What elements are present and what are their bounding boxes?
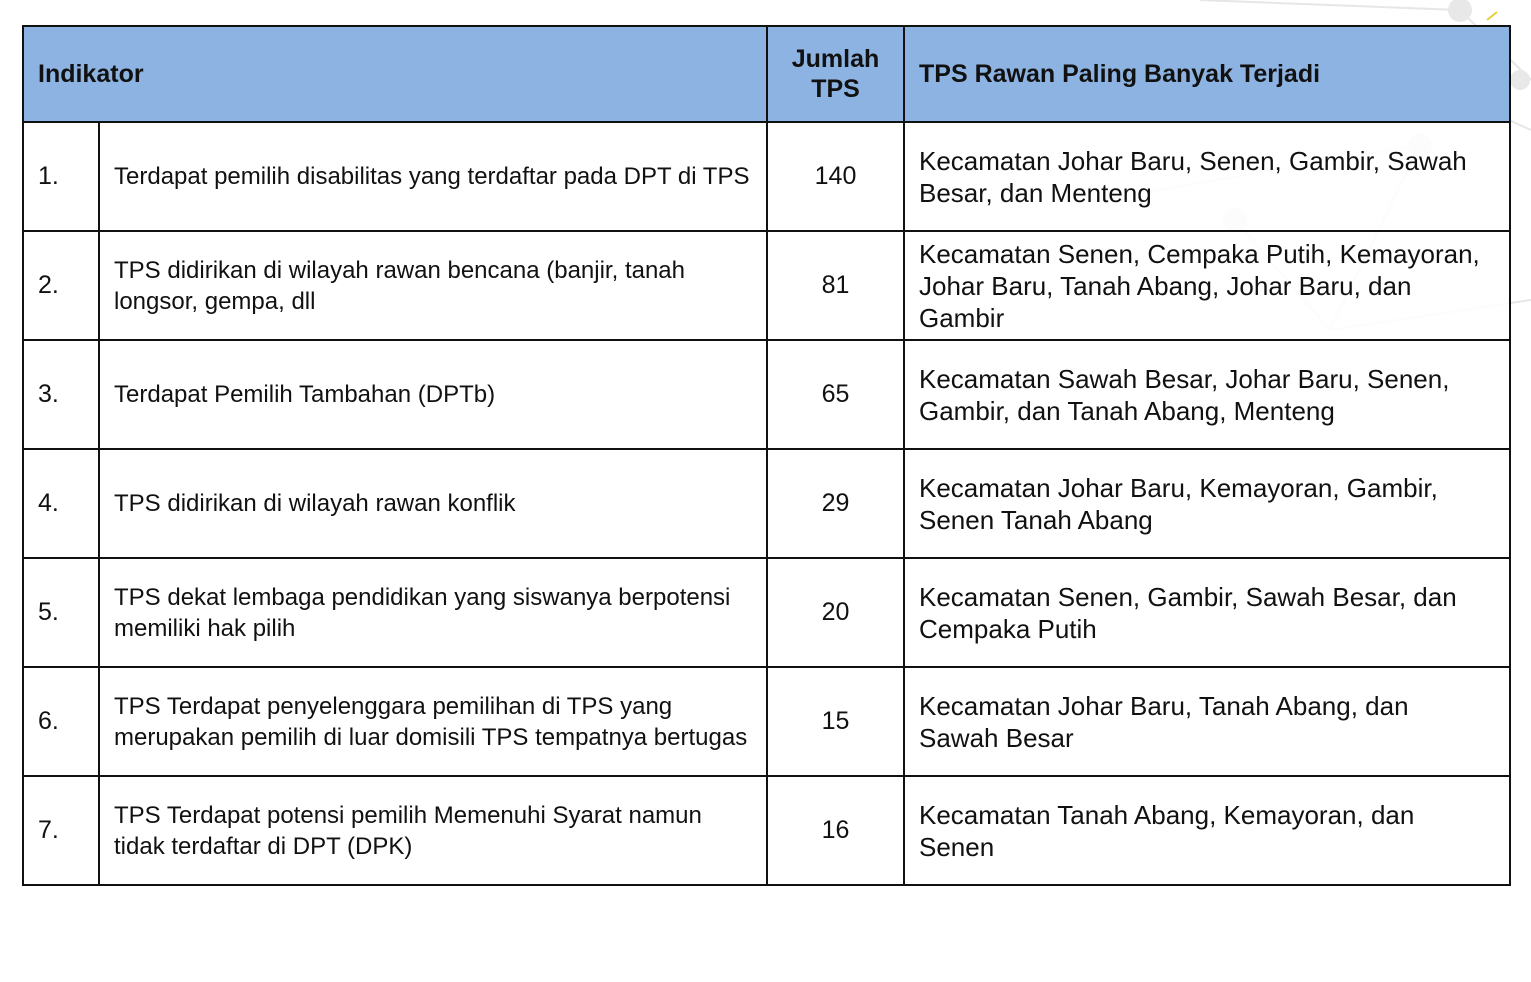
- jumlah-cell: 140: [767, 122, 904, 231]
- lokasi-cell: Kecamatan Johar Baru, Senen, Gambir, Sawah Besar, dan Menteng: [904, 122, 1510, 231]
- row-number: 2.: [23, 231, 99, 340]
- header-indikator: Indikator: [23, 26, 767, 122]
- lokasi-cell: Kecamatan Senen, Gambir, Sawah Besar, dan Cempaka Putih: [904, 558, 1510, 667]
- header-tps-rawan: TPS Rawan Paling Banyak Terjadi: [904, 26, 1510, 122]
- table-row: [23, 340, 1510, 449]
- lokasi-cell: Kecamatan Sawah Besar, Johar Baru, Senen, Gambir, dan Tanah Abang, Menteng: [904, 340, 1510, 449]
- indikator-cell: TPS didirikan di wilayah rawan bencana (banjir, tanah longsor, gempa, dll: [99, 231, 767, 340]
- indikator-cell: Terdapat Pemilih Tambahan (DPTb): [99, 340, 767, 449]
- jumlah-cell: 15: [767, 667, 904, 776]
- row-number: 3.: [23, 340, 99, 449]
- table-row: [23, 667, 1510, 776]
- row-number: 7.: [23, 776, 99, 885]
- jumlah-cell: 16: [767, 776, 904, 885]
- table-row: [23, 776, 1510, 885]
- table-row: [23, 558, 1510, 667]
- indikator-cell: TPS Terdapat potensi pemilih Memenuhi Syarat namun tidak terdaftar di DPT (DPK): [99, 776, 767, 885]
- lokasi-cell: Kecamatan Tanah Abang, Kemayoran, dan Senen: [904, 776, 1510, 885]
- table-header-row: [23, 26, 1510, 122]
- indikator-cell: TPS dekat lembaga pendidikan yang siswanya berpotensi memiliki hak pilih: [99, 558, 767, 667]
- row-number: 1.: [23, 122, 99, 231]
- indikator-cell: Terdapat pemilih disabilitas yang terdaftar pada DPT di TPS: [99, 122, 767, 231]
- tps-rawan-table: [22, 25, 1511, 886]
- lokasi-cell: Kecamatan Johar Baru, Tanah Abang, dan Sawah Besar: [904, 667, 1510, 776]
- lokasi-cell: Kecamatan Senen, Cempaka Putih, Kemayoran, Johar Baru, Tanah Abang, Johar Baru, dan Gambir: [904, 231, 1510, 340]
- table-row: [23, 122, 1510, 231]
- table-row: [23, 231, 1510, 340]
- table-row: [23, 449, 1510, 558]
- jumlah-cell: 20: [767, 558, 904, 667]
- jumlah-cell: 29: [767, 449, 904, 558]
- header-jumlah-tps: Jumlah TPS: [767, 26, 904, 122]
- jumlah-cell: 81: [767, 231, 904, 340]
- row-number: 5.: [23, 558, 99, 667]
- jumlah-cell: 65: [767, 340, 904, 449]
- indikator-cell: TPS didirikan di wilayah rawan konflik: [99, 449, 767, 558]
- lokasi-cell: Kecamatan Johar Baru, Kemayoran, Gambir, Senen Tanah Abang: [904, 449, 1510, 558]
- indikator-cell: TPS Terdapat penyelenggara pemilihan di TPS yang merupakan pemilih di luar domisili TPS tempatnya bertugas: [99, 667, 767, 776]
- row-number: 4.: [23, 449, 99, 558]
- row-number: 6.: [23, 667, 99, 776]
